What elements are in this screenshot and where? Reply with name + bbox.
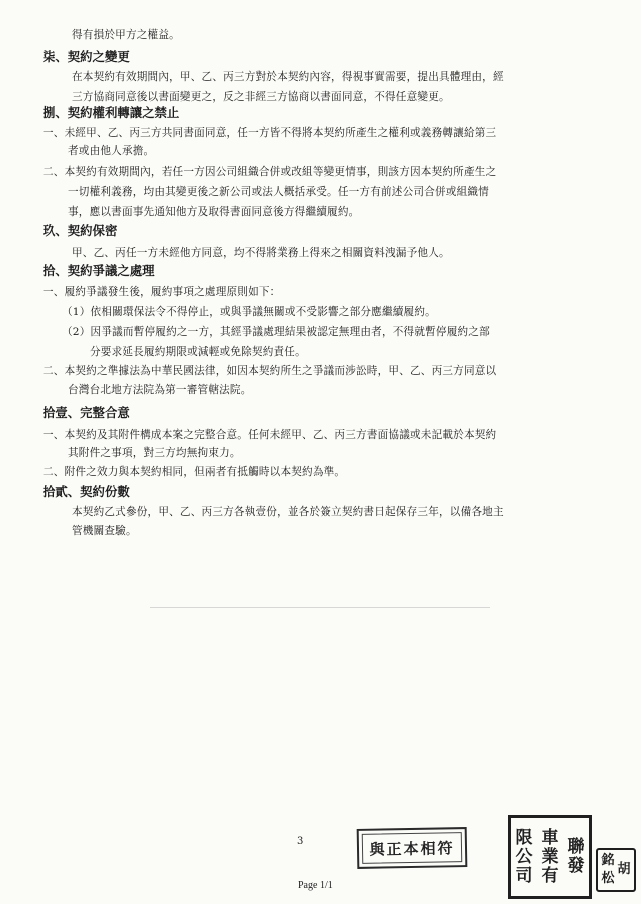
body-line: 本契約乙式參份，甲、乙、丙三方各執壹份，並各於簽立契約書日起保存三年，以備各地主 — [72, 506, 504, 518]
page-footer: Page 1/1 — [298, 880, 333, 891]
body-line: 在本契約有效期間內，甲、乙、丙三方對於本契約內容，得視事實需要，提出具體理由，經 — [72, 71, 504, 83]
body-line: 二、本契約有效期間內，若任一方因公司組織合併或改組等變更情事，則該方因本契約所產生之 — [43, 166, 497, 178]
certified-copy-stamp: 與正本相符 — [357, 827, 468, 869]
seal-character: 有 — [541, 865, 559, 886]
body-line: 三方協商同意後以書面變更之，反之非經三方協商以書面同意，不得任意變更。 — [72, 91, 450, 103]
section-heading: 玖、契約保密 — [43, 223, 118, 238]
seal-character: 胡 — [617, 862, 631, 877]
body-line: 一、本契約及其附件構成本案之完整合意。任何未經甲、乙、丙三方書面協議或未記載於本契約 — [43, 429, 497, 441]
personal-seal-col-1 — [600, 852, 616, 888]
body-line: 二、附件之效力與本契約相同，但兩者有抵觸時以本契約為準。 — [43, 466, 346, 478]
body-line: 管機關查驗。 — [72, 525, 137, 537]
body-line: 一切權利義務，均由其變更後之新公司或法人概括承受。任一方有前述公司合併或組織情 — [68, 186, 489, 198]
seal-character: 司 — [515, 865, 533, 886]
company-seal-col-2 — [537, 818, 563, 896]
body-line: （1）依相關環保法令不得停止，或與爭議無關或不受影響之部分應繼續履約。 — [62, 306, 436, 318]
company-seal — [508, 815, 592, 899]
body-line: （2）因爭議而暫停履約之一方，其經爭議處理結果被認定無理由者，不得就暫停履約之部 — [62, 326, 490, 338]
body-line: 事，應以書面事先通知他方及取得書面同意後方得繼續履約。 — [68, 206, 360, 218]
body-line: 一、履約爭議發生後，履約事項之處理原則如下： — [43, 286, 281, 298]
seal-character: 限 — [515, 827, 533, 848]
company-seal-col-3 — [563, 818, 589, 896]
section-heading: 拾、契約爭議之處理 — [43, 263, 155, 278]
body-line: 者或由他人承擔。 — [68, 145, 155, 157]
personal-seal — [596, 848, 636, 892]
personal-seal-col-2 — [616, 852, 632, 888]
body-line: 分要求延長履約期限或減輕或免除契約責任。 — [90, 346, 306, 358]
seal-character: 銘 — [601, 853, 615, 868]
body-line: 其附件之事項，對三方均無拘束力。 — [68, 447, 241, 459]
body-line: 得有損於甲方之權益。 — [72, 29, 180, 41]
seal-character: 聯 — [567, 837, 585, 857]
body-line: 二、本契約之準據法為中華民國法律，如因本契約所生之爭議而涉訟時，甲、乙、丙三方同意以 — [43, 365, 497, 377]
body-line: 台灣台北地方法院為第一審管轄法院。 — [68, 384, 252, 396]
seal-character: 發 — [567, 856, 585, 876]
seal-character: 松 — [601, 871, 615, 886]
section-heading: 拾壹、完整合意 — [43, 405, 130, 420]
faint-scan-mark — [150, 607, 490, 609]
section-heading: 拾貳、契約份數 — [43, 484, 130, 499]
page-number: 3 — [297, 836, 304, 847]
body-line: 甲、乙、丙任一方未經他方同意，均不得將業務上得來之相關資料洩漏予他人。 — [72, 247, 450, 259]
section-heading: 柒、契約之變更 — [43, 49, 130, 64]
seal-character: 車 — [541, 827, 559, 848]
seal-character: 公 — [515, 846, 533, 867]
body-line: 一、未經甲、乙、丙三方共同書面同意，任一方皆不得將本契約所產生之權利或義務轉讓給第三 — [43, 127, 497, 139]
company-seal-col-1 — [511, 818, 537, 896]
section-heading: 捌、契約權利轉讓之禁止 — [43, 105, 180, 120]
seal-character: 業 — [541, 846, 559, 867]
